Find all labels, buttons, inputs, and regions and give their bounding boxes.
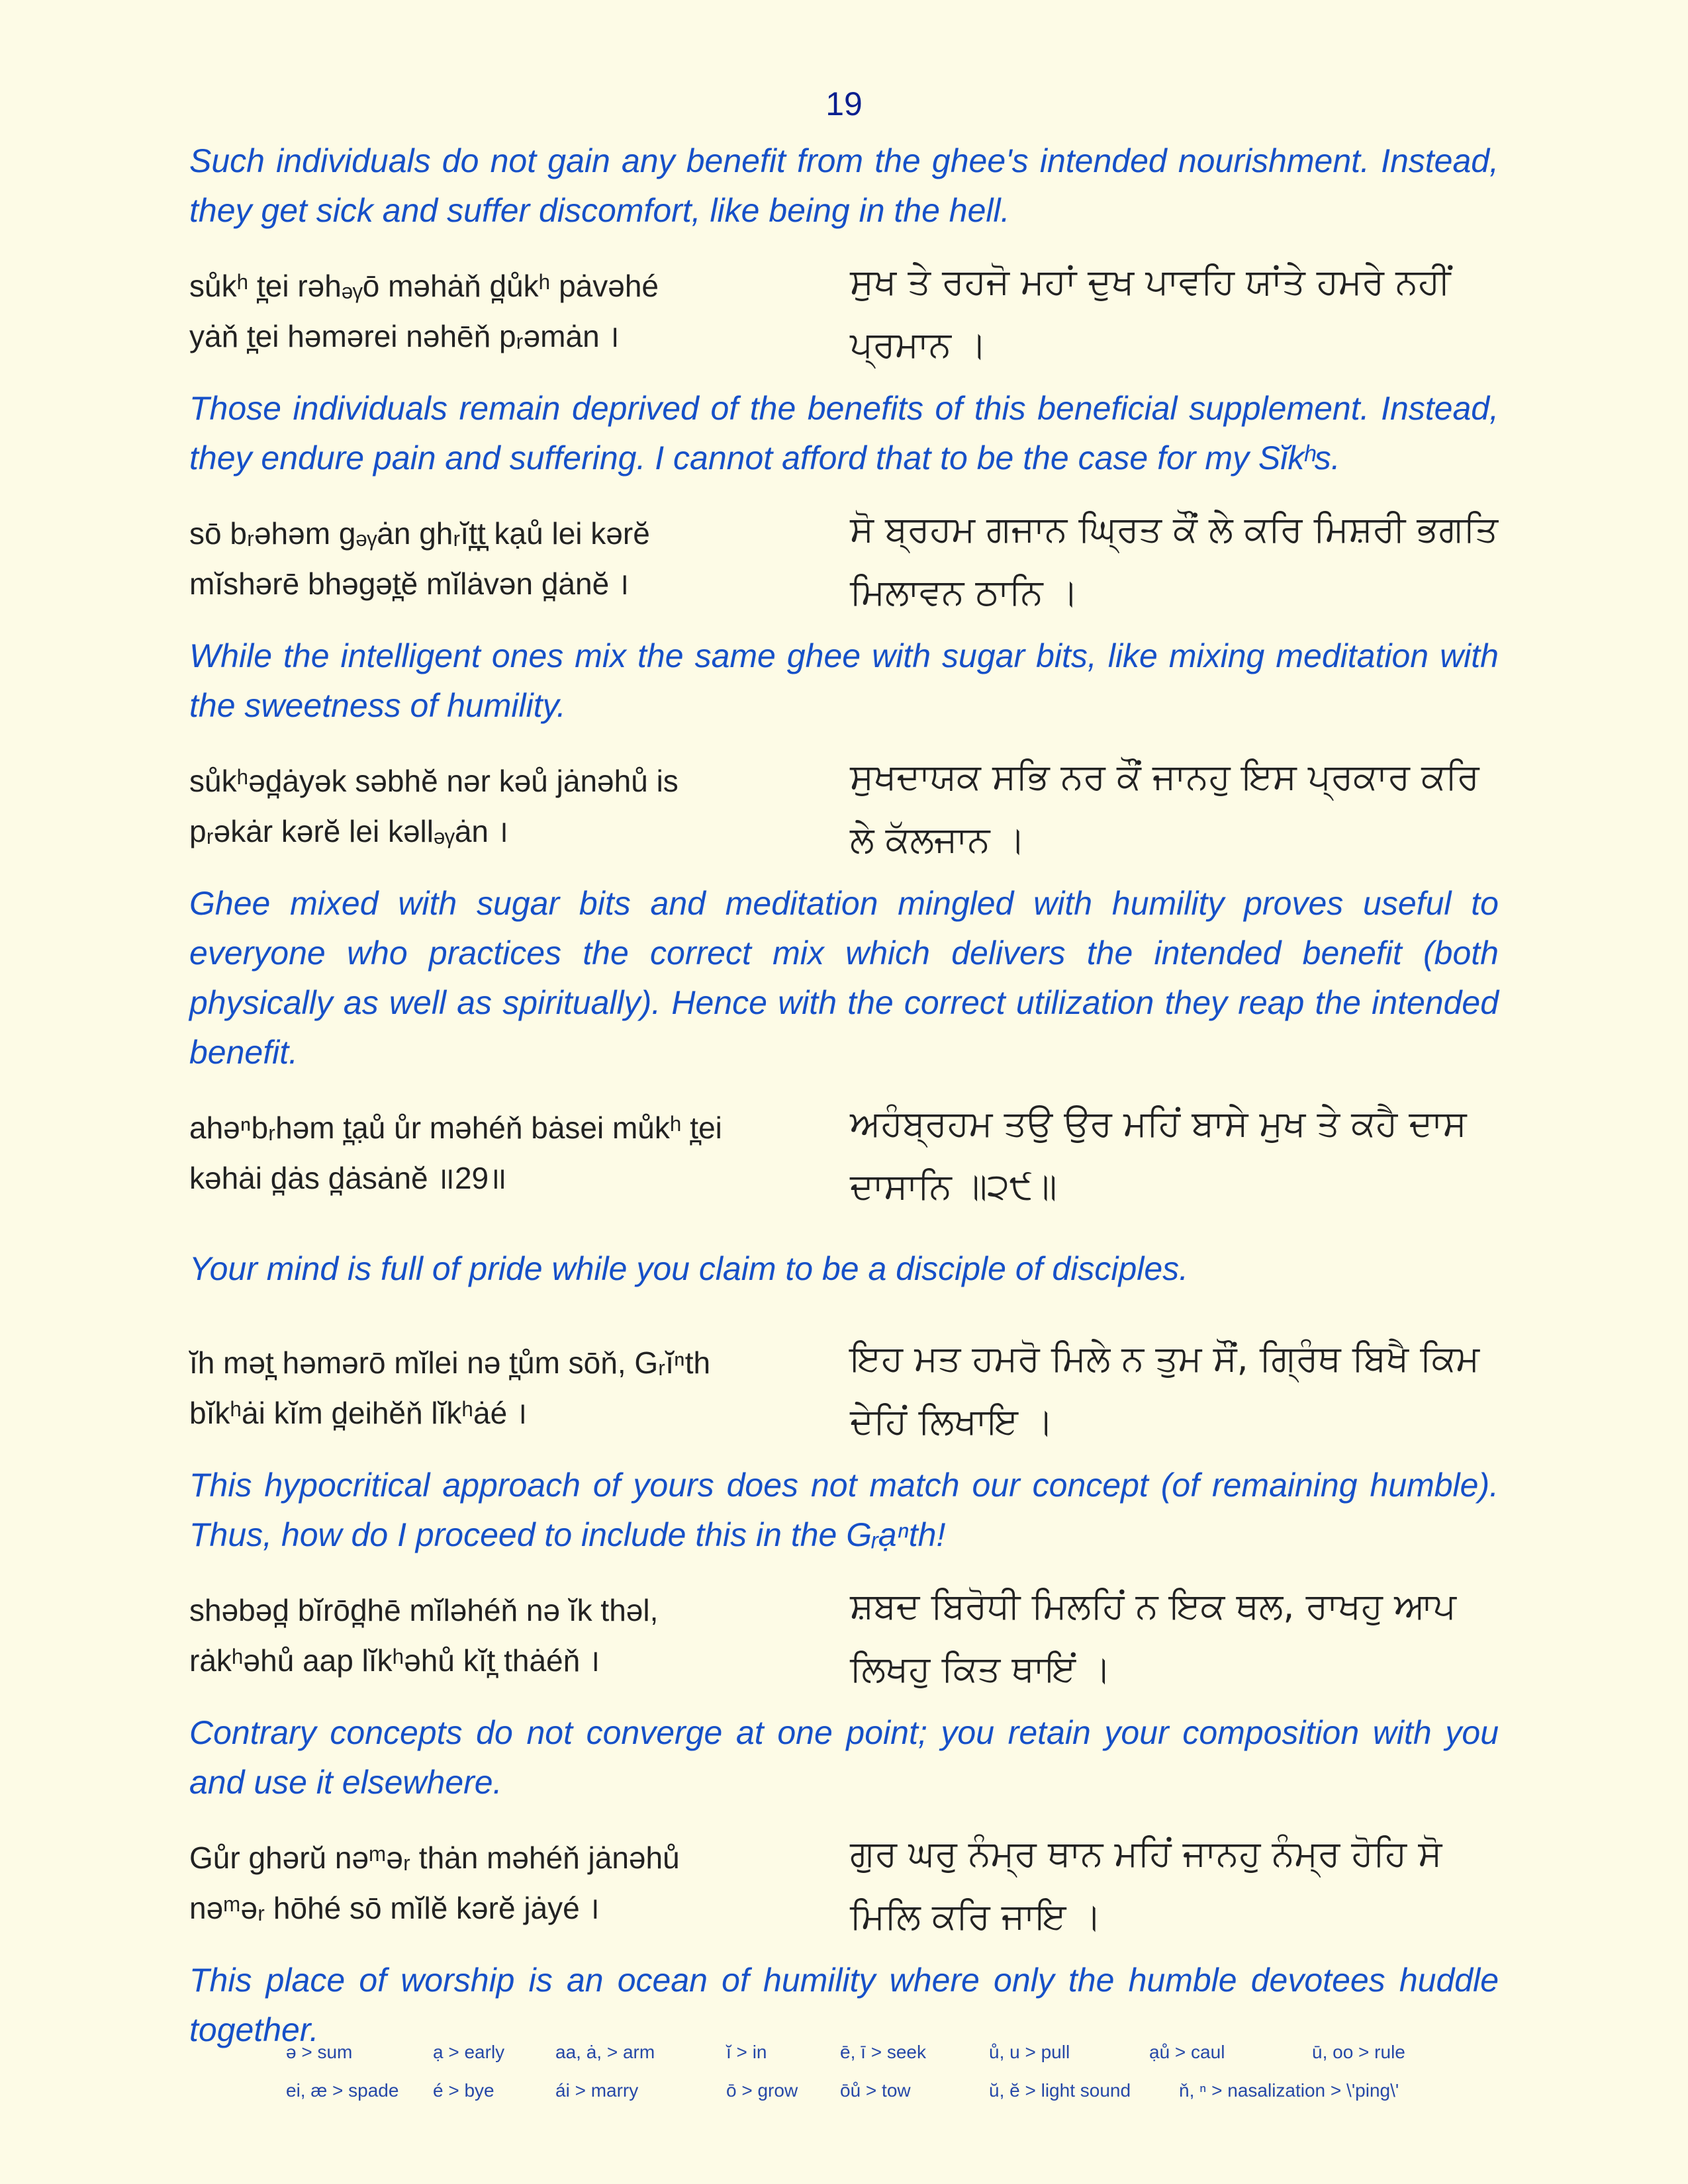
transliteration-line: nəᵐəᵣ hōhé sō mĭlĕ kərĕ jȧyé । (189, 1891, 600, 1925)
legend-item: ň, ⁿ > nasalization > \'ping\' (1179, 2080, 1399, 2101)
transliteration-line: shəbəd̪ bĭrōd̪hē mĭləhéň nə ĭk thəl, (189, 1593, 659, 1627)
page-content (189, 136, 1499, 2055)
gurmukhi-verse: ਗੁਰ ਘਰੁ ਨੰਮ੍ਰ ਥਾਨ ਮਹਿਂ ਜਾਨਹੁ ਨੰਮ੍ਰ ਹੋਹਿ ਸੋ ਮਿਲਿ ਕਰਿ ਜਾਇ । (850, 1833, 1442, 1937)
transliteration (189, 1574, 812, 1686)
english-translation: This place of worship is an ocean of humility where only the humble devotees huddle together. (189, 1962, 1499, 2048)
english-translation: Ghee mixed with sugar bits and meditation mingled with humility proves useful to everyone who practices the correct mix which delivers the intended benefit (both physically as well as spiritually). Hence with the correct utilization they reap the intended benefit. (189, 885, 1499, 1071)
gurmukhi-verse: ਸੋ ਬ੍ਰਹਮ ਗਜਾਨ ਘ੍ਰਿਤ ਕੌਂ ਲੇ ਕਰਿ ਮਿਸ਼ਰੀ ਭਗਤਿ ਮਿਲਾਵਨ ਠਾਨਿ । (850, 508, 1499, 613)
english-translation: This hypocritical approach of yours does not match our concept (of remaining humble). Thus, how do I proceed to include this in the Gᵣạⁿth! (189, 1467, 1499, 1553)
gurmukhi-verse: ਅਹੰਬ੍ਰਹਮ ਤਉ ਉਰ ਮਹਿਂ ਬਾਸੇ ਮੁਖ ਤੇ ਕਹੈ ਦਾਸ ਦਾਸਾਨਿ ॥੨੯॥ (850, 1103, 1467, 1207)
verse-block (189, 1574, 1499, 1700)
page-number: 19 (825, 85, 863, 122)
verse-block (189, 498, 1499, 623)
english-translation: Your mind is full of pride while you claim to be a disciple of disciples. (189, 1250, 1189, 1287)
gurmukhi-verse: ਸੁਖਦਾਯਕ ਸਭਿ ਨਰ ਕੌਂ ਜਾਨਹੁ ਇਸ ਪ੍ਰਕਾਰ ਕਰਿ ਲੇ ਕੱਲਜਾਨ । (850, 756, 1479, 860)
transliteration-line: sō bᵣəhəm gₔᵧȧn ghᵣĭt̪t̪ kạů lei kərĕ (189, 516, 650, 551)
transliteration (189, 498, 812, 609)
transliteration-line: kəhȧi d̪ȧs d̪ȧsȧnĕ ॥29॥ (189, 1161, 507, 1195)
transliteration-line: Gůr ghərŭ nəᵐəᵣ thȧn məhéň jȧnəhů (189, 1841, 680, 1875)
transliteration-line: pᵣəkȧr kərĕ lei kəllₔᵧȧn । (189, 814, 509, 848)
legend-item: ei, æ > spade (286, 2080, 399, 2101)
verse-block (189, 1822, 1499, 1948)
verse-block (189, 1092, 1499, 1218)
transliteration (189, 1092, 812, 1203)
transliteration (189, 1327, 812, 1438)
english-translation: Those individuals remain deprived of the benefits of this beneficial supplement. Instead, they endure pain and suffering. I cannot afford that to be the case for my Sĭkʰs. (189, 390, 1499, 477)
english-translation: Such individuals do not gain any benefit from the ghee's intended nourishment. Instead, they get sick and suffer discomfort, like being in the hell. (189, 142, 1499, 229)
legend-item: ạ > early (433, 2042, 505, 2062)
gurmukhi-verse: ਸੁਖ ਤੇ ਰਹਜੋ ਮਹਾਂ ਦੁਖ ਪਾਵਹਿ ਯਾਂਤੇ ਹਮਰੇ ਨਹੀਂ ਪ੍ਰਮਾਨ । (850, 261, 1451, 365)
legend-item: ạů > caul (1149, 2042, 1225, 2062)
transliteration-line: bĭkʰȧi kĭm d̪eihĕň lĭkʰȧé । (189, 1396, 528, 1430)
legend-item: ōů > tow (840, 2080, 911, 2101)
legend-item: ŭ, ĕ > light sound (989, 2080, 1131, 2101)
legend-item: ē, ī > seek (840, 2042, 926, 2062)
english-translation: Contrary concepts do not converge at one point; you retain your composition with you and use it elsewhere. (189, 1714, 1499, 1801)
transliteration-line: ahəⁿbᵣhəm t̪ạů ůr məhéň bȧsei můkʰ t̪ei (189, 1111, 722, 1145)
transliteration (189, 1822, 812, 1933)
gurmukhi-verse: ਸ਼ਬਦ ਬਿਰੋਧੀ ਮਿਲਹਿਂ ਨ ਇਕ ਥਲ, ਰਾਖਹੁ ਆਪ ਲਿਖਹੁ ਕਿਤ ਥਾਇਂ । (850, 1585, 1456, 1690)
gurmukhi-verse: ਇਹ ਮਤ ਹਮਰੋ ਮਿਲੇ ਨ ਤੁਮ ਸੌਂ, ਗ੍ਰਿੰਥ ਬਿਖੈ ਕਿਮ ਦੇਹਿਂ ਲਿਖਾਇ । (850, 1338, 1479, 1442)
transliteration-line: rȧkʰəhů aap lĭkʰəhů kĭt̪ thȧéň । (189, 1643, 600, 1678)
legend-item: ō > grow (726, 2080, 798, 2101)
transliteration-line: sůkʰ t̪ei rəhₔᵧō məhȧň d̪ůkʰ pȧvəhé (189, 269, 659, 303)
verse-block (189, 745, 1499, 871)
transliteration-line: yȧň t̪ei həmərei nəhēň pᵣəmȧn । (189, 319, 620, 353)
legend-item: ĭ > in (726, 2042, 767, 2062)
legend-row (286, 2033, 1477, 2071)
transliteration-line: sůkʰəd̪ȧyək səbhĕ nər kəů jȧnəhů is (189, 764, 679, 798)
legend-item: ə > sum (286, 2042, 353, 2062)
legend-row (286, 2071, 1477, 2110)
legend-item: aa, ȧ, > arm (555, 2042, 655, 2062)
transliteration-line: ĭh mət̪ həmərō mĭlei nə t̪ům sōň, Gᵣĭⁿth (189, 1345, 711, 1380)
pronunciation-legend (286, 2033, 1477, 2110)
verse-block (189, 250, 1499, 376)
legend-item: é > bye (433, 2080, 494, 2101)
transliteration (189, 745, 812, 856)
legend-item: ái > marry (555, 2080, 639, 2101)
legend-item: ů, u > pull (989, 2042, 1070, 2062)
verse-block (189, 1327, 1499, 1453)
legend-item: ū, oo > rule (1312, 2042, 1405, 2062)
english-translation: While the intelligent ones mix the same ghee with sugar bits, like mixing meditation with the sweetness of humility. (189, 637, 1499, 724)
transliteration (189, 250, 812, 361)
transliteration-line: mĭshərē bhəgət̪ĕ mĭlȧvən d̪ȧnĕ । (189, 567, 630, 601)
